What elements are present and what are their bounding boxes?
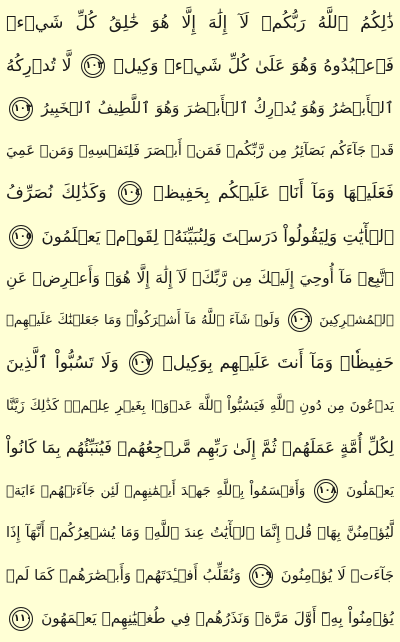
text-line	[6, 342, 394, 385]
text-line	[6, 427, 394, 470]
text-line	[6, 130, 394, 173]
verse-text-segment: ٱلۡأَبۡصَٰرُ وَهُوَ يُدۡرِكُ ٱلۡأَبۡصَٰرَ وَهُوَ ٱللَّطِيفُ ٱلۡخَبِيرُ	[41, 99, 394, 117]
text-line	[6, 87, 394, 130]
verse-text-segment: جَآءَتۡ لَا يُؤۡمِنُونَ	[280, 566, 394, 584]
verse-text-segment: وَأَقۡسَمُواْ بِٱللَّهِ جَهۡدَ أَيۡمَٰنِهِمۡ لَئِن جَآءَتۡهُمۡ ءَايَةٞ	[6, 482, 306, 499]
text-line	[6, 2, 394, 45]
verse-number-marker: ١٠٧	[129, 351, 153, 375]
verse-number-marker: ١٠٩	[249, 564, 273, 588]
text-line	[6, 555, 394, 598]
verse-text-segment: قَدۡ جَآءَكُم بَصَآئِرُ مِن رَّبِّكُمۡ فَمَنۡ أَبۡصَرَ فَلِنَفۡسِهِۦ وَمَنۡ عَمِيَ	[6, 142, 394, 159]
text-line	[6, 45, 394, 88]
verse-text-segment: ٱلۡمُشۡرِكِينَ	[319, 312, 394, 328]
verse-text-segment: فَٱعۡبُدُوهُ وَهُوَ عَلَىٰ كُلِّ شَيۡءٖ وَكِيلٞ	[113, 55, 394, 76]
verse-text-segment: وَلَوۡ شَآءَ ٱللَّهُ مَآ أَشۡرَكُواْۗ وَمَا جَعَلۡنَٰكَ عَلَيۡهِمۡ	[6, 312, 280, 328]
verse-text-segment: لَّا تُدۡرِكُهُ	[6, 55, 72, 76]
verse-text-segment: وَنُقَلِّبُ أَفۡـِٔدَتَهُمۡ وَأَبۡصَٰرَهُمۡ كَمَا لَمۡ	[6, 566, 241, 584]
verse-number-marker: ١١٠	[9, 607, 33, 631]
text-line	[6, 172, 394, 215]
verse-text-segment: وَلَا تَسُبُّواْ ٱلَّذِينَ	[6, 353, 119, 373]
text-line	[6, 257, 394, 300]
verse-text-segment: حَفِيظٗاۖ وَمَآ أَنتَ عَلَيۡهِم بِوَكِيلٖ	[162, 353, 394, 373]
verse-text-segment: لَّيُؤۡمِنُنَّ بِهَاۚ قُلۡ إِنَّمَا ٱلۡأٓيَٰتُ عِندَ ٱللَّهِۖ وَمَا يُشۡعِرُكُمۡ أَنَّهَآ إِذَا	[6, 525, 394, 541]
verse-text-segment: يَعۡمَلُونَ	[346, 482, 394, 499]
verse-text-segment: يَدۡعُونَ مِن دُونِ ٱللَّهِ فَيَسُبُّواْ ٱللَّهَ عَدۡوَۢا بِغَيۡرِ عِلۡمٖۗ كَذَٰلِكَ زَيَّنَّا	[6, 397, 394, 414]
text-line	[6, 597, 394, 640]
verse-number-marker: ١٠٢	[81, 54, 105, 78]
verse-number-marker: ١٠٦	[288, 308, 312, 332]
verse-text-segment: يُؤۡمِنُواْ بِهِۦٓ أَوَّلَ مَرَّةٖ وَنَذَرُهُمۡ فِي طُغۡيَٰنِهِمۡ يَعۡمَهُونَ	[41, 609, 394, 627]
verse-text-segment: ٱتَّبِعۡ مَآ أُوحِيَ إِلَيۡكَ مِن رَّبِّكَۖ لَآ إِلَٰهَ إِلَّا هُوَۖ وَأَعۡرِضۡ عَنِ	[6, 269, 394, 287]
verse-text-segment: لِكُلِّ أُمَّةٍ عَمَلَهُمۡ ثُمَّ إِلَىٰ رَبِّهِم مَّرۡجِعُهُمۡ فَيُنَبِّئُهُم بِمَا كَانُواْ	[6, 438, 394, 457]
verse-number-marker: ١٠٥	[9, 225, 33, 249]
text-line	[6, 470, 394, 513]
text-line	[6, 300, 394, 343]
verse-text-segment: ٱلۡأٓيَٰتِ وَلِيَقُولُواْ دَرَسۡتَ وَلِنُبَيِّنَهُۥ لِقَوۡمٖ يَعۡلَمُونَ	[41, 225, 394, 246]
verse-number-marker: ١٠٤	[118, 181, 142, 205]
verse-text-block	[6, 2, 394, 640]
verse-text-segment: وَكَذَٰلِكَ نُصَرِّفُ	[6, 183, 107, 203]
verse-text-segment: ذَٰلِكُمُ ٱللَّهُ رَبُّكُمۡ لَآ إِلَٰهَ إِلَّا هُوَ خَٰلِقُ كُلِّ شَيۡءٖ	[6, 13, 394, 33]
verse-number-marker: ١٠٨	[314, 479, 338, 503]
verse-text-segment: فَعَلَيۡهَا وَمَآ أَنَا۠ عَلَيۡكُم بِحَفِيظٖ	[153, 183, 394, 203]
text-line	[6, 385, 394, 428]
verse-number-marker: ١٠٣	[9, 97, 33, 121]
text-line	[6, 512, 394, 555]
text-line	[6, 215, 394, 258]
